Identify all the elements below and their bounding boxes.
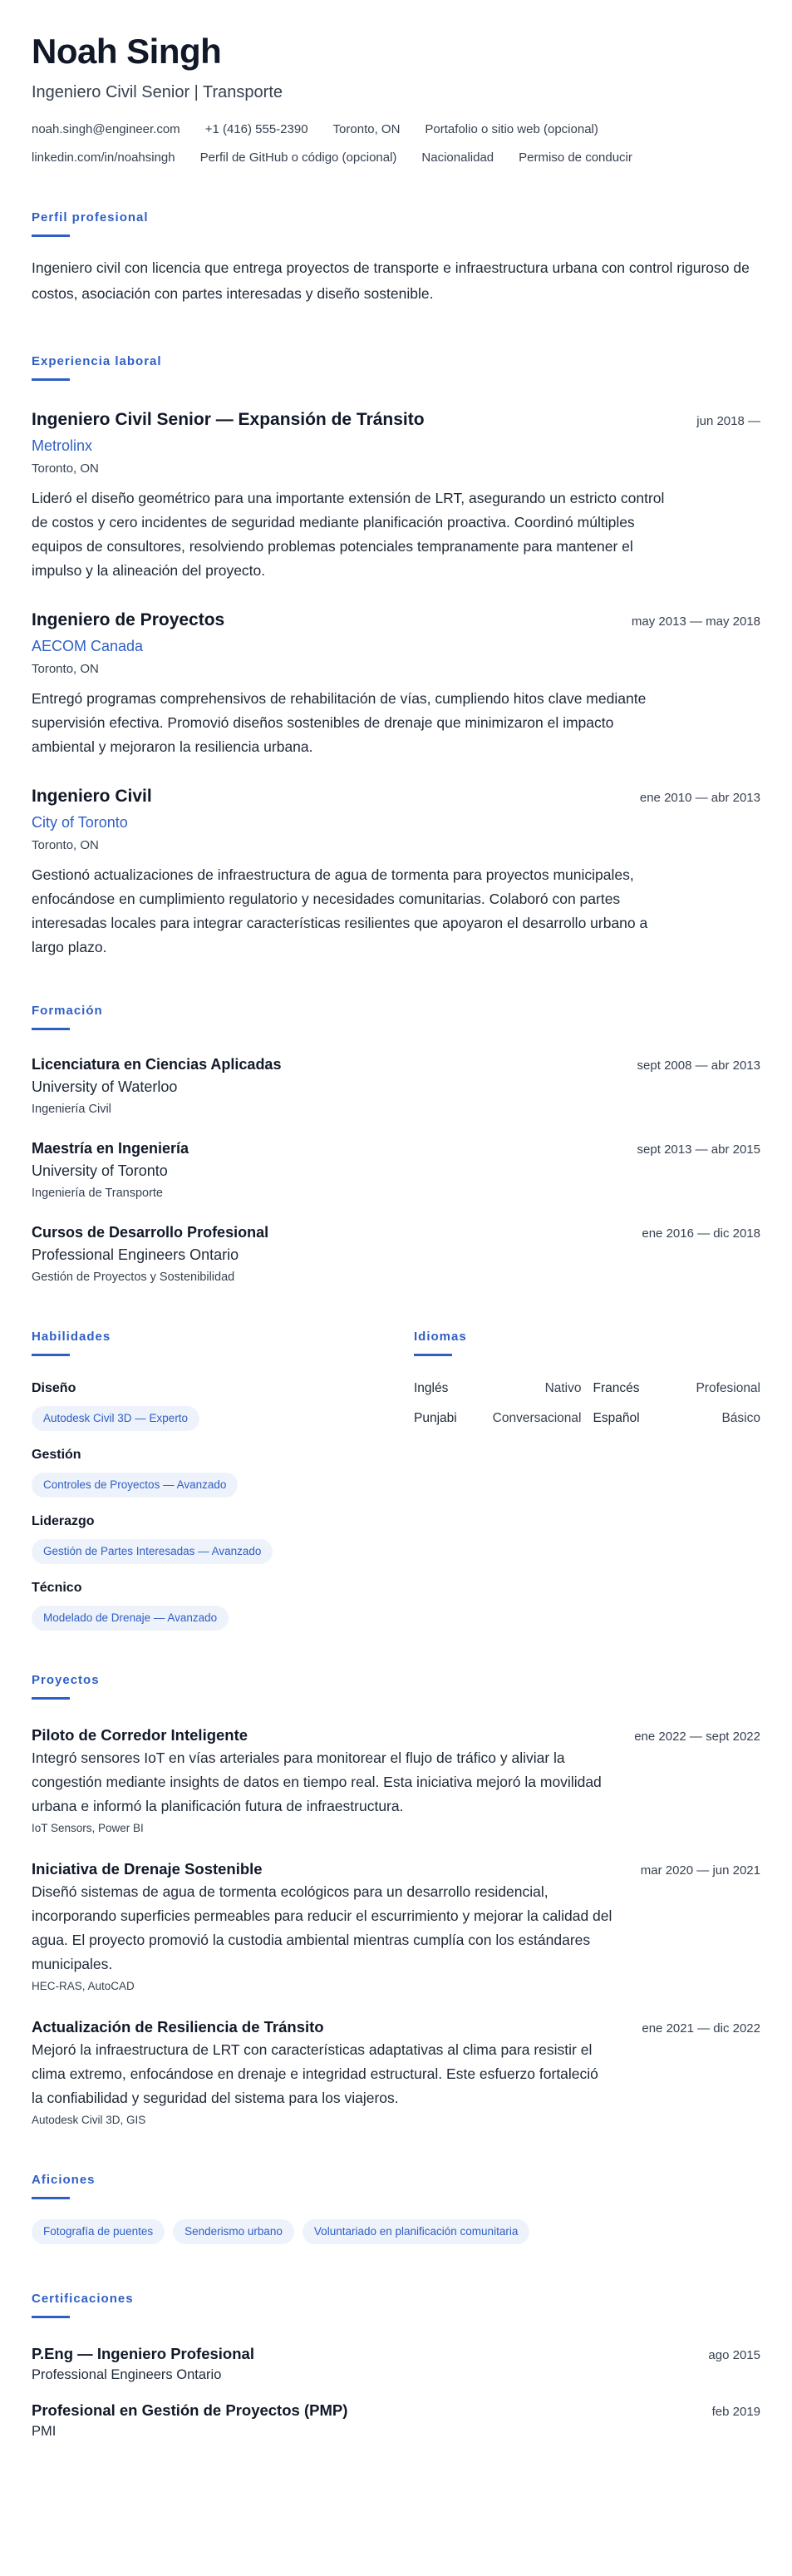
project-entry [32,1858,760,1995]
projects-section [32,1672,760,2129]
certification-title: Profesional en Gestión de Proyectos (PMP) [32,2401,348,2419]
job-location: Toronto, ON [32,838,99,852]
language-name: Francés [593,1381,640,1395]
education-field: Ingeniería de Transporte [32,1187,163,1200]
language-name: Inglés [414,1381,449,1395]
job-date: may 2013 — may 2018 [631,614,760,629]
education-field: Gestión de Proyectos y Sostenibilidad [32,1271,235,1284]
skill-category: Gestión [32,1448,81,1462]
profile-summary: Ingeniero civil con licencia que entrega proyectos de transporte e infraestructura urbana con control riguroso de costos, asociación con partes interesadas y diseño sostenible. [32,259,750,302]
contact-list [32,120,763,168]
certification-date: ago 2015 [708,2348,760,2362]
job-description: Lideró el diseño geométrico para una importante extensión de LRT, asegurando un estricto control de costos y cero incidentes de seguridad mediante planificación proactiva. Coordinó múltiples equipos de consultores, resolviendo problemas potenciales tempranamente para mantener el impulso y la alineación del proyecto. [32,490,665,579]
contact-nationality: Nacionalidad [421,151,494,165]
job-entry [32,784,760,960]
project-title: Actualización de Resiliencia de Tránsito [32,2018,324,2036]
education-entry [32,1137,760,1203]
section-title: Aficiones [32,2173,96,2187]
education-degree: Maestría en Ingeniería [32,1140,189,1157]
section-divider [414,1354,452,1356]
project-tech: IoT Sensors, Power BI [32,1822,144,1834]
section-divider [32,1697,70,1700]
certification-issuer: Professional Engineers Ontario [32,2367,222,2382]
project-title: Piloto de Corredor Inteligente [32,1726,248,1744]
education-institution: Professional Engineers Ontario [32,1246,239,1263]
job-entry [32,407,760,583]
language-item [414,1379,582,1398]
section-divider [32,234,70,237]
certification-entry [32,2400,760,2441]
section-title: Habilidades [32,1330,111,1344]
section-title: Formación [32,1004,103,1018]
section-divider [32,2197,70,2199]
education-list [32,1054,760,1287]
job-entry [32,608,760,759]
project-entry [32,2016,760,2129]
skills-languages-row [32,1329,760,1631]
contact-phone[interactable]: +1 (416) 555-2390 [204,122,308,136]
job-date: jun 2018 — [696,414,760,428]
education-institution: University of Toronto [32,1162,168,1179]
language-name: Español [593,1411,640,1425]
certification-date: feb 2019 [711,2405,760,2419]
section-divider [32,1028,70,1030]
language-item [593,1379,761,1398]
certification-list [32,2343,760,2441]
language-item [414,1409,582,1428]
education-entry [32,1221,760,1287]
project-description: Diseñó sistemas de agua de tormenta ecológicos para un desarrollo residencial, incorporando superficies permeables para reducir el escurrimiento y mejorar la calidad del agua. El proyecto promovió la custodia ambiental mientras cumplía con los estándares municipales. [32,1883,612,1972]
language-level: Básico [721,1411,760,1425]
project-date: ene 2021 — dic 2022 [642,2021,760,2036]
job-title: Ingeniero Civil Senior — Expansión de Tránsito [32,410,425,429]
project-date: ene 2022 — sept 2022 [634,1730,760,1744]
hobby-chip: Fotografía de puentes [32,2219,165,2244]
job-description: Entregó programas comprehensivos de rehabilitación de vías, cumpliendo hitos clave mediante supervisión efectiva. Promovió diseños sostenibles de drenaje que minimizaron el impacto ambiental y mejoraron la resiliencia urbana. [32,690,647,755]
section-divider [32,1354,70,1356]
language-list [414,1379,760,1428]
section-title: Idiomas [414,1330,467,1344]
hobby-chip: Senderismo urbano [173,2219,294,2244]
project-description: Integró sensores IoT en vías arteriales para monitorear el flujo de tráfico y aliviar la congestión mediante insights de datos en tiempo real. Esta iniciativa mejoró la movilidad urbana e informó la planificación futura de infraestructura. [32,1749,602,1814]
profile-section [32,210,760,307]
certifications-section [32,2291,760,2441]
section-title: Experiencia laboral [32,354,162,368]
hobby-chip: Voluntariado en planificación comunitaria [303,2219,529,2244]
language-name: Punjabi [414,1411,457,1425]
education-institution: University of Waterloo [32,1078,178,1095]
education-degree: Cursos de Desarrollo Profesional [32,1224,269,1241]
certification-issuer: PMI [32,2424,57,2439]
education-entry [32,1054,760,1119]
education-field: Ingeniería Civil [32,1103,111,1116]
candidate-name: Noah Singh [32,32,222,71]
hobbies-section [32,2172,760,2244]
project-tech: HEC-RAS, AutoCAD [32,1980,135,1992]
skill-chip: Gestión de Partes Interesadas — Avanzado [32,1539,273,1564]
job-list [32,407,760,960]
section-title: Perfil profesional [32,210,149,225]
project-tech: Autodesk Civil 3D, GIS [32,2114,146,2126]
project-description: Mejoró la infraestructura de LRT con características adaptativas al clima para resistir el clima extremo, enfocándose en drenaje e integridad estructural. Este esfuerzo fortaleció la confiabilidad y seguridad del sistema para los viajeros. [32,2041,598,2106]
language-item [593,1409,761,1428]
job-title: Ingeniero de Proyectos [32,610,225,629]
section-divider [32,2316,70,2318]
hobby-list [32,2219,760,2244]
certification-entry [32,2343,760,2385]
language-level: Nativo [544,1381,582,1395]
skill-group [32,1513,414,1564]
project-date: mar 2020 — jun 2021 [640,1863,760,1878]
contact-email[interactable]: noah.singh@engineer.com [32,122,180,136]
education-date: ene 2016 — dic 2018 [642,1226,760,1241]
language-level: Profesional [696,1381,760,1395]
project-entry [32,1725,760,1837]
resume-header [32,30,760,168]
skill-group [32,1379,414,1431]
skill-chip: Controles de Proyectos — Avanzado [32,1473,238,1498]
experience-section [32,353,760,960]
job-company: AECOM Canada [32,638,144,654]
education-section [32,1003,760,1287]
job-date: ene 2010 — abr 2013 [639,791,760,805]
job-location: Toronto, ON [32,461,99,476]
skill-category: Liderazgo [32,1514,95,1528]
job-location: Toronto, ON [32,662,99,676]
candidate-headline: Ingeniero Civil Senior | Transporte [32,83,283,101]
job-company: Metrolinx [32,437,93,454]
education-date: sept 2008 — abr 2013 [637,1059,760,1073]
contact-website[interactable]: Portafolio o sitio web (opcional) [425,122,598,136]
language-level: Conversacional [492,1411,582,1425]
skill-category: Técnico [32,1581,82,1595]
skill-category: Diseño [32,1381,76,1395]
contact-location: Toronto, ON [332,122,401,136]
contact-github[interactable]: Perfil de GitHub o código (opcional) [199,151,397,165]
languages-section [414,1329,760,1631]
job-title: Ingeniero Civil [32,787,152,806]
section-title: Proyectos [32,1673,100,1687]
section-divider [32,378,70,381]
contact-linkedin[interactable]: linkedin.com/in/noahsingh [32,151,175,165]
skill-group [32,1579,414,1631]
job-description: Gestionó actualizaciones de infraestructura de agua de tormenta para proyectos municipales, enfocándose en cumplimiento regulatorio y necesidades comunitarias. Colaboró con partes interesadas locales para integrar características resilientes que apoyaron el desarrollo urbano a largo plazo. [32,866,648,955]
job-company: City of Toronto [32,814,128,831]
education-degree: Licenciatura en Ciencias Aplicadas [32,1056,282,1073]
skills-section [32,1329,414,1631]
skill-chip: Modelado de Drenaje — Avanzado [32,1606,229,1631]
section-title: Certificaciones [32,2292,134,2306]
certification-title: P.Eng — Ingeniero Profesional [32,2345,254,2362]
skill-chip: Autodesk Civil 3D — Experto [32,1406,199,1431]
project-title: Iniciativa de Drenaje Sostenible [32,1860,263,1878]
skill-group [32,1446,414,1498]
project-list [32,1725,760,2129]
contact-driving-license: Permiso de conducir [519,151,632,165]
education-date: sept 2013 — abr 2015 [637,1142,760,1157]
